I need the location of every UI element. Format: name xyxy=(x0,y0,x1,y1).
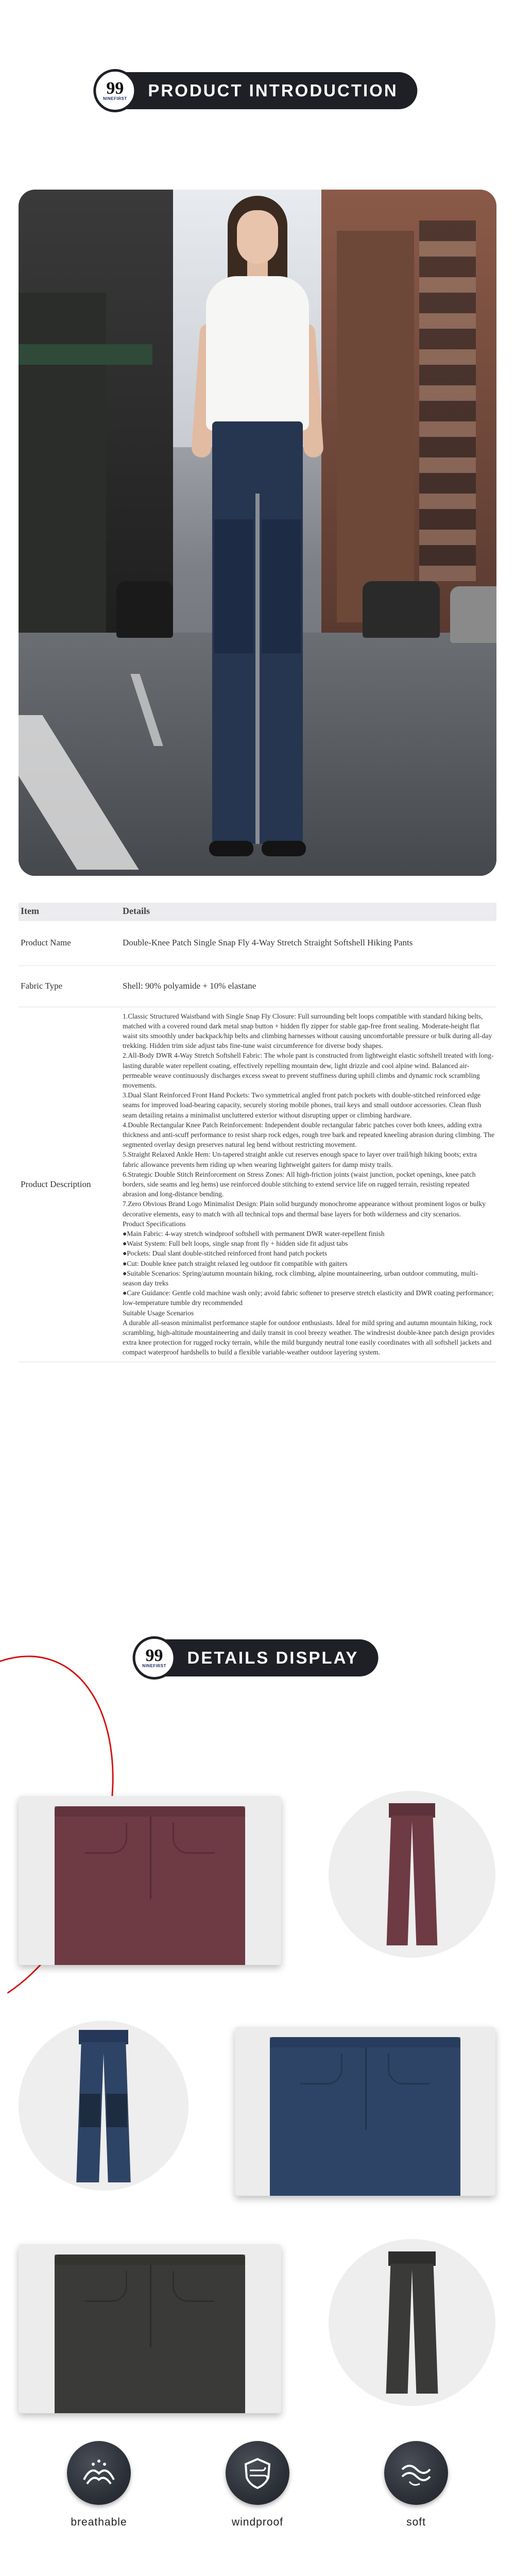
description-line: ●Care Guidance: Gentle cold machine wash only; avoid fabric softener to preserve stretch elasticity and DWR coating performance; low-temperature tumble dry recommended xyxy=(123,1289,494,1307)
feature-breathable xyxy=(47,2441,150,2529)
description-line: 5.Straight Relaxed Ankle Hem: Un-tapered straight ankle cut reserves enough space to layer over trail/high hiking boots; extra fabric allowance prevents hem riding up when wearing lightweight gaiters for damp misty trails. xyxy=(123,1150,477,1168)
charcoal-full-pant-image xyxy=(329,2239,495,2406)
feature-windproof xyxy=(206,2441,309,2529)
description-line: 2.All-Body DWR 4-Way Stretch Softshell Fabric: The whole pant is constructed from lightweight elastic softshell treated with long-lasting durable water repellent coating, effectively repelling mountain dew, light drizzle and cool alpine wind. Balanced air-permeable weave continuously discharges excess sweat to prevent stuffiness during uphill climbs and dynamic rock scrambling movements. xyxy=(123,1052,494,1089)
description-line: ●Cut: Double knee patch straight relaxed leg outdoor fit compatible with gaiters xyxy=(123,1259,348,1267)
logo-number: 99 xyxy=(106,78,124,98)
logo-brand-text: NINEFIRST xyxy=(102,96,127,101)
details-display-header xyxy=(137,1639,379,1676)
header-details: Details xyxy=(121,903,496,920)
table-row-description xyxy=(19,1007,496,1362)
section-title: DETAILS DISPLAY xyxy=(187,1648,359,1667)
header-item: Item xyxy=(19,903,121,920)
product-name-label: Product Name xyxy=(19,920,121,965)
charcoal-waist-detail-image xyxy=(19,2244,281,2413)
windproof-icon xyxy=(226,2441,289,2505)
description-line: ●Pockets: Dual slant double-stitched reinforced front hand patch pockets xyxy=(123,1249,328,1258)
description-line: 6.Strategic Double Stitch Reinforcement on Stress Zones: All high-friction joints (waist junction, pocket openings, knee patch borders, side seams and leg hems) use reinforced double stitching to extend service life on rugged terrain, resisting repeated abrasion and long-distance bending. xyxy=(123,1170,476,1198)
description-line: ●Suitable Scenarios: Spring/autumn mountain hiking, rock climbing, alpine mountaineering, urban outdoor commuting, multi-season day treks xyxy=(123,1269,478,1287)
description-line: Suitable Usage Scenarios xyxy=(123,1309,194,1317)
hero-model-photo xyxy=(19,190,496,876)
table-header-row xyxy=(19,903,496,920)
table-row-fabric xyxy=(19,965,496,1007)
fabric-label: Fabric Type xyxy=(19,965,121,1007)
description-label: Product Description xyxy=(19,1007,121,1362)
burgundy-waist-detail-image xyxy=(19,1796,281,1965)
breathable-icon xyxy=(67,2441,131,2505)
brand-logo xyxy=(93,69,136,112)
feature-label: soft xyxy=(406,2516,426,2528)
description-line: A durable all-season minimalist performance staple for outdoor enthusiasts. Ideal for mild spring and autumn mountain hiking, rock scrambling, high-altitude mountaineering and daily transit in cool breezy weather. The windresist double-knee patch design provides extra knee protection for rugged rocky terrain, while the mild burgundy neutral tone easily coordinates with all softshell jackets and compact waterproof hardshells to build a flexible variable-weather outdoor layering system. xyxy=(123,1318,494,1357)
feature-soft xyxy=(365,2441,468,2529)
brand-logo xyxy=(133,1636,176,1680)
burgundy-full-pant-image xyxy=(329,1791,495,1958)
model-figure xyxy=(175,190,340,876)
description-line: ●Main Fabric: 4-way stretch windproof softshell with permanent DWR water-repellent finish xyxy=(123,1229,385,1238)
feature-label: windproof xyxy=(231,2516,284,2528)
soft-icon xyxy=(384,2441,448,2505)
navy-full-pant-image xyxy=(19,2021,188,2191)
fabric-value: Shell: 90% polyamide + 10% elastane xyxy=(121,965,496,1007)
product-name-value: Double-Knee Patch Single Snap Fly 4-Way Stretch Straight Softshell Hiking Pants xyxy=(121,920,496,965)
product-spec-table xyxy=(19,903,496,1362)
feature-label: breathable xyxy=(71,2516,127,2528)
table-row-product-name xyxy=(19,920,496,965)
product-introduction-header xyxy=(97,72,417,109)
description-line: 4.Double Rectangular Knee Patch Reinforcement: Independent double rectangular fabric patches cover both knees, adding extra thickness and anti-scuff performance to resist sharp rock edges, rough tree bark and repeated kneeling abrasion during climbing. The segmented overlay design preserves natural leg bend without restricting movement. xyxy=(123,1121,494,1149)
description-line: 7.Zero Obvious Brand Logo Minimalist Design: Plain solid burgundy monochrome appearance without prominent logos or bulky decorative elements, easy to match with all technical tops and thermal base layers for both wilderness and city scenarios. xyxy=(123,1200,486,1218)
logo-number: 99 xyxy=(145,1646,163,1665)
description-line: 3.Dual Slant Reinforced Front Hand Pockets: Two symmetrical angled front patch pockets with double-stitched reinforced edge seams for improved load-bearing capacity, securely storing mobile phones, trail keys and small outdoor accessories. Clean flush seam detailing retains a minimalist uncluttered exterior without disrupting upper or climbing hardware. xyxy=(123,1091,482,1119)
description-line: ●Waist System: Full belt loops, single snap front fly + hidden side fit adjust tabs xyxy=(123,1240,348,1248)
description-line: Product Specifications xyxy=(123,1219,186,1228)
navy-waist-detail-image xyxy=(235,2027,495,2196)
description-line: 1.Classic Structured Waistband with Single Snap Fly Closure: Full surrounding belt loops compatible with standard hiking belts, matched with a covered round dark metal snap button + hidden fly zipper for stable gap-free front sealing. Moderate-height flat waist sits smoothly under backpack/hip belts and climbing harnesses without causing uncomfortable pressure or bulk during all-day trekking. Hidden trim side adjust tabs fine-tune waist circumference for diverse body shapes. xyxy=(123,1012,492,1050)
section-title: PRODUCT INTRODUCTION xyxy=(148,81,398,100)
description-value xyxy=(121,1007,496,1362)
logo-brand-text: NINEFIRST xyxy=(142,1663,166,1668)
